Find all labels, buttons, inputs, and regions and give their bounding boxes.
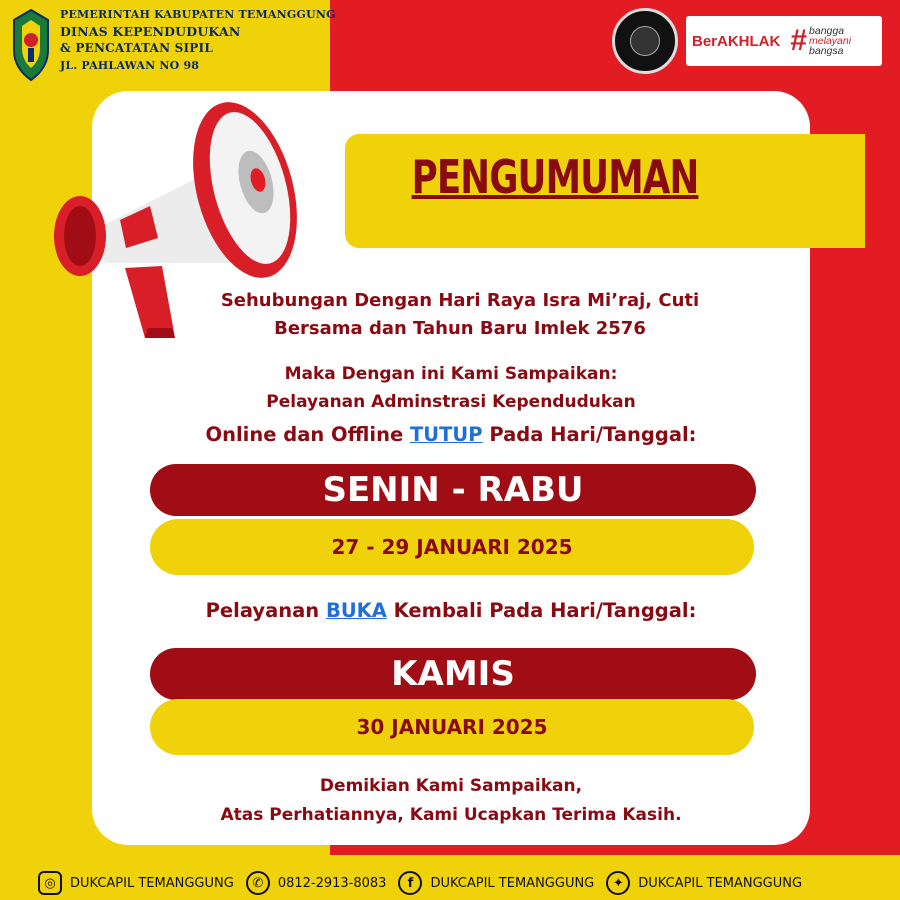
header-line-address: JL. PAHLAWAN NO 98 xyxy=(60,59,200,72)
header-line-department: DINAS KEPENDUDUKAN xyxy=(60,24,241,39)
page-title: PENGUMUMAN xyxy=(411,150,699,204)
agency-header xyxy=(8,6,336,86)
header-line-government: PEMERINTAH KABUPATEN TEMANGGUNG xyxy=(60,8,336,21)
berakhlak-wordmark: BerAKHLAK xyxy=(692,32,781,50)
hashtag-icon: # xyxy=(790,24,808,57)
instagram-icon: ◎ xyxy=(38,871,62,895)
facebook-icon: f xyxy=(398,871,422,895)
closed-dates-banner: 27 - 29 JANUARI 2025 xyxy=(150,519,754,575)
regency-seal-icon xyxy=(8,6,54,86)
closed-keyword: TUTUP xyxy=(409,423,483,446)
open-statement: Pelayanan BUKA Kembali Pada Hari/Tanggal: xyxy=(205,599,697,622)
footer-instagram[interactable]: ◎ DUKCAPIL TEMANGGUNG xyxy=(38,871,234,895)
twitter-icon: ✦ xyxy=(606,871,630,895)
footer-facebook[interactable]: f DUKCAPIL TEMANGGUNG xyxy=(398,871,594,895)
social-footer xyxy=(0,866,900,900)
intro-text: Sehubungan Dengan Hari Raya Isra Mi’raj, Cuti Bersama dan Tahun Baru Imlek 2576 xyxy=(220,290,700,339)
integrity-zone-badge-icon xyxy=(612,8,678,74)
closed-statement: Online dan Offline TUTUP Pada Hari/Tanggal: xyxy=(205,423,697,446)
footer-twitter[interactable]: ✦ DUKCAPIL TEMANGGUNG xyxy=(606,871,802,895)
header-line-civil-registry: & PENCATATAN SIPIL xyxy=(60,41,213,55)
open-day-banner: KAMIS xyxy=(150,648,756,700)
notice-text: Maka Dengan ini Kami Sampaikan: Pelayanan Adminstrasi Kependudukan xyxy=(266,364,636,412)
closed-days-banner: SENIN - RABU xyxy=(150,464,756,516)
footer-whatsapp[interactable]: ✆ 0812-2913-8083 xyxy=(246,871,387,895)
closing-text: Demikian Kami Sampaikan, Atas Perhatiannya, Kami Ucapkan Terima Kasih. xyxy=(220,776,682,825)
slogan: bangga melayani bangsa xyxy=(809,25,852,57)
open-date-banner: 30 JANUARI 2025 xyxy=(150,699,754,755)
whatsapp-icon: ✆ xyxy=(246,871,270,895)
berakhlak-logo xyxy=(686,16,882,66)
open-keyword: BUKA xyxy=(325,599,387,622)
